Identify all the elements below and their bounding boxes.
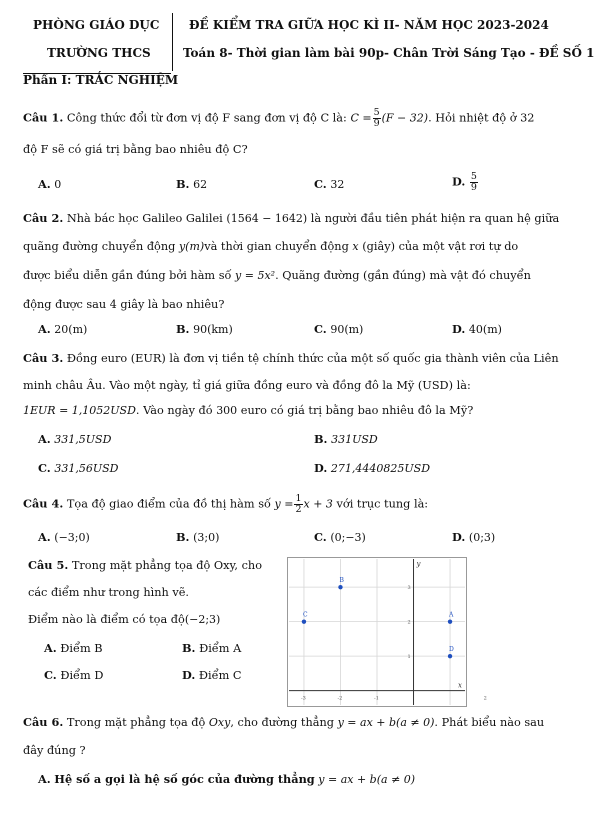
y-tick-label: 3 — [407, 585, 411, 592]
coordinate-plane-svg — [287, 557, 487, 707]
x-tick-label: 2 — [483, 695, 487, 702]
point-b — [338, 585, 342, 589]
section-title: Phần I: TRẮC NGHIỆM — [23, 73, 179, 87]
question-2-line3: được biểu diễn gần đúng bởi hàm số y = 5x². Quãng đường (gần đúng) mà vật đó chuyển — [23, 269, 531, 282]
option-d[interactable]: D. Điểm C — [182, 668, 242, 682]
option-b[interactable]: B. (3;0) — [176, 530, 220, 544]
question-6-line2: đây đúng ? — [23, 744, 86, 757]
point-label: A — [449, 611, 454, 619]
x-tick-label: -1 — [374, 695, 379, 702]
header-school: TRƯỜNG THCS — [47, 46, 151, 60]
y-tick-label: 2 — [407, 619, 411, 626]
question-text: . Hỏi nhiệt độ ở 32 — [428, 111, 535, 125]
header-divider — [172, 13, 173, 71]
question-4: Câu 4. Tọa độ giao điểm của đồ thị hàm số y = $\frac{1}{2}$ x + 3 với trục tung là: — [23, 493, 429, 515]
question-6: Câu 6. Trong mặt phẳng tọa độ Oxy, cho đường thẳng y = ax + b(a ≠ 0). Phát biểu nào sau — [23, 715, 545, 729]
question-3-line2: minh châu Âu. Vào một ngày, tỉ giá giữa đồng euro và đồng đô la Mỹ (USD) là: — [23, 379, 471, 392]
option-a[interactable]: A. 331,5USD — [38, 432, 112, 446]
option-c[interactable]: C. Điểm D — [44, 668, 104, 682]
point-d — [448, 654, 452, 658]
question-3: Câu 3. Đồng euro (EUR) là đơn vị tiền tệ chính thức của một số quốc gia thành viên của Liên — [23, 351, 559, 365]
option-d[interactable]: D. 271,4440825USD — [314, 461, 431, 475]
option-a[interactable]: A. Hệ số a gọi là hệ số góc của đường thẳng y = ax + b(a ≠ 0) — [38, 772, 416, 786]
option-a[interactable]: A. Điểm B — [44, 641, 103, 655]
point-c — [302, 619, 306, 623]
option-a[interactable]: A. (−3;0) — [38, 530, 90, 544]
point-a — [448, 619, 452, 623]
option-b[interactable]: B. 331USD — [314, 432, 378, 446]
point-label: B — [339, 577, 344, 585]
formula: C = — [350, 111, 372, 125]
point-label: D — [449, 646, 454, 654]
point-label: C — [302, 611, 308, 619]
option-c[interactable]: C. 331,56USD — [38, 461, 119, 475]
header-exam-title: ĐỀ KIỂM TRA GIỮA HỌC KÌ II- NĂM HỌC 2023-2024 — [189, 18, 549, 32]
header-department: PHÒNG GIÁO DỤC — [33, 18, 160, 32]
option-b[interactable]: B. 62 — [176, 177, 208, 191]
option-a[interactable]: A. 0 — [38, 177, 62, 191]
option-d[interactable]: D. (0;3) — [452, 530, 496, 544]
question-1-line2: độ F sẽ có giá trị bằng bao nhiêu độ C? — [23, 143, 248, 156]
option-d[interactable]: D. $\frac{5}{9}$ — [452, 171, 477, 193]
question-5: Câu 5. Trong mặt phẳng tọa độ Oxy, cho — [28, 558, 263, 572]
x-tick-label: -2 — [337, 695, 343, 702]
formula: (F − 32) — [381, 111, 429, 125]
header-exam-subtitle: Toán 8- Thời gian làm bài 90p- Chân Trời Sáng Tạo - ĐỀ SỐ 1 — [183, 46, 594, 60]
option-c[interactable]: C. 90(m) — [314, 322, 364, 336]
option-b[interactable]: B. 90(km) — [176, 322, 233, 336]
question-2-line2: quãng đường chuyển động y(m)và thời gian chuyển động x (giây) của một vật rơi tự do — [23, 240, 519, 253]
option-a[interactable]: A. 20(m) — [38, 322, 88, 336]
x-tick-label: -3 — [300, 695, 306, 702]
question-3-line3: 1EUR = 1,1052USD. Vào ngày đó 300 euro có giá trị bằng bao nhiêu đô la Mỹ? — [23, 404, 474, 417]
option-c[interactable]: C. (0;−3) — [314, 530, 366, 544]
fraction: $\frac{5}{9}$ — [373, 107, 380, 129]
option-c[interactable]: C. 32 — [314, 177, 345, 191]
coordinate-graph — [287, 557, 487, 707]
option-b[interactable]: B. Điểm A — [182, 641, 242, 655]
option-d[interactable]: D. 40(m) — [452, 322, 502, 336]
question-1 — [23, 108, 534, 129]
question-2: Câu 2. Nhà bác học Galileo Galilei (1564 − 1642) là người đầu tiên phát hiện ra quan hệ giữa — [23, 211, 560, 225]
question-2-line4: động được sau 4 giây là bao nhiêu? — [23, 298, 225, 311]
question-label: Câu 1. — [23, 110, 64, 125]
question-5-line2: các điểm như trong hình vẽ. — [28, 586, 190, 599]
x-axis-label: x — [458, 681, 462, 690]
question-5-line3: Điểm nào là điểm có tọa độ(−2;3) — [28, 613, 221, 626]
y-axis-label: y — [416, 560, 421, 568]
question-text: Công thức đổi từ đơn vị độ F sang đơn vị độ C là: — [66, 111, 347, 125]
y-tick-label: 1 — [407, 654, 411, 661]
